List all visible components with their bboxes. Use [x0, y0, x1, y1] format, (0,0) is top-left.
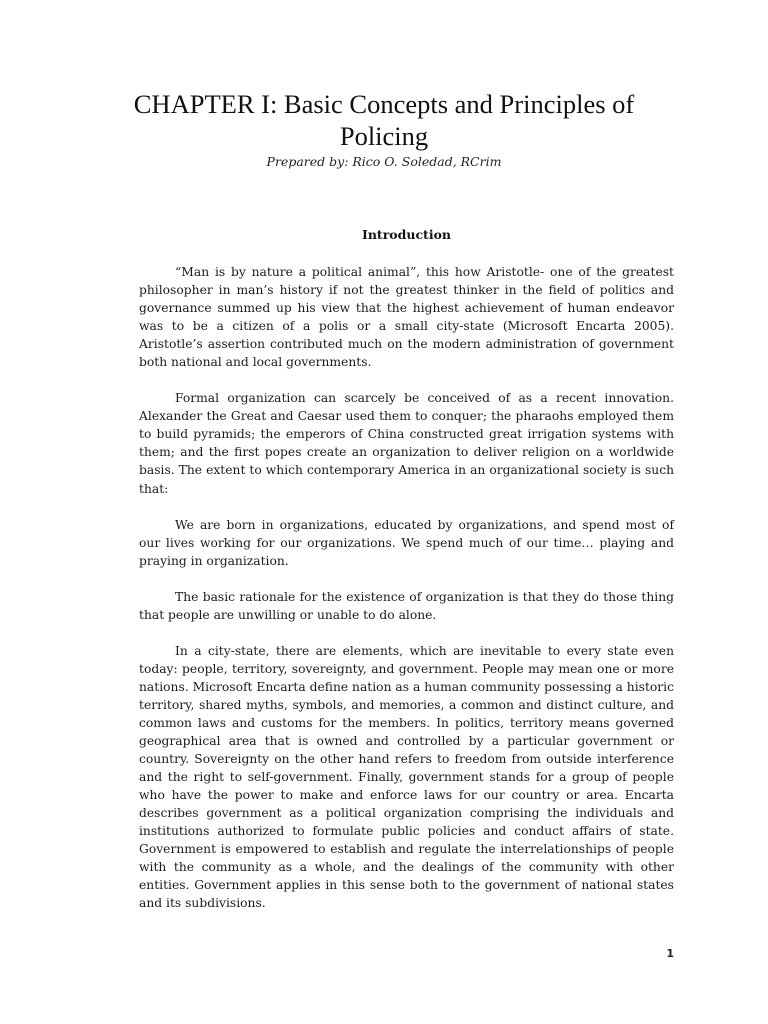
author-byline: Prepared by: Rico O. Soledad, RCrim: [266, 154, 502, 169]
paragraph-rationale: The basic rationale for the existence of organization is that they do those thing that people are unwilling or unable to do alone.: [139, 589, 674, 622]
paragraph-city-state: In a city-state, there are elements, which are inevitable to every state even today: people, territory, sovereignty, and government. People may mean one or more nations. Microsoft Encarta define nation as a human community possessing a historic territory, shared myths, symbols, and memories, a common and distinct culture, and common laws and customs for the members. In politics, territory means governed geographical area that is owned and controlled by a particular government or country. Sovereignty on the other hand refers to freedom from outside interference and the right to self-government. Finally, government stands for a group of people who have the power to make and enforce laws for our country or area. Encarta describes government as a political organization comprising the individuals and institutions authorized to formulate public policies and conduct affairs of state. Government is empowered to establish and regulate the interrelationships of people with the community as a whole, and the dealings of the community with other entities. Government applies in this sense both to the government of national states and its subdivisions.: [139, 643, 674, 911]
page-number: 1: [666, 947, 674, 960]
body-text: [139, 263, 674, 931]
paragraph-quote-organizations: We are born in organizations, educated by organizations, and spend most of our lives working for our organizations. We spend much of our time… playing and praying in organization.: [139, 517, 674, 568]
chapter-title: CHAPTER I: Basic Concepts and Principles of Policing: [133, 89, 635, 151]
paragraph-formal-organization: Formal organization can scarcely be conceived of as a recent innovation. Alexander the Great and Caesar used them to conquer; the pharaohs employed them to build pyramids; the emperors of China constructed great irrigation systems with them; and the first popes create an organization to deliver religion on a worldwide basis. The extent to which contemporary America in an organizational society is such that:: [139, 391, 674, 496]
section-heading-introduction: Introduction: [361, 227, 452, 242]
paragraph-aristotle: “Man is by nature a political animal”, this how Aristotle- one of the greatest philosopher in man’s history if not the greatest thinker in the field of politics and governance summed up his view that the highest achievement of human endeavor was to be a citizen of a polis or a small city-state (Microsoft Encarta 2005). Aristotle’s assertion contributed much on the modern administration of government both national and local governments.: [139, 265, 674, 370]
